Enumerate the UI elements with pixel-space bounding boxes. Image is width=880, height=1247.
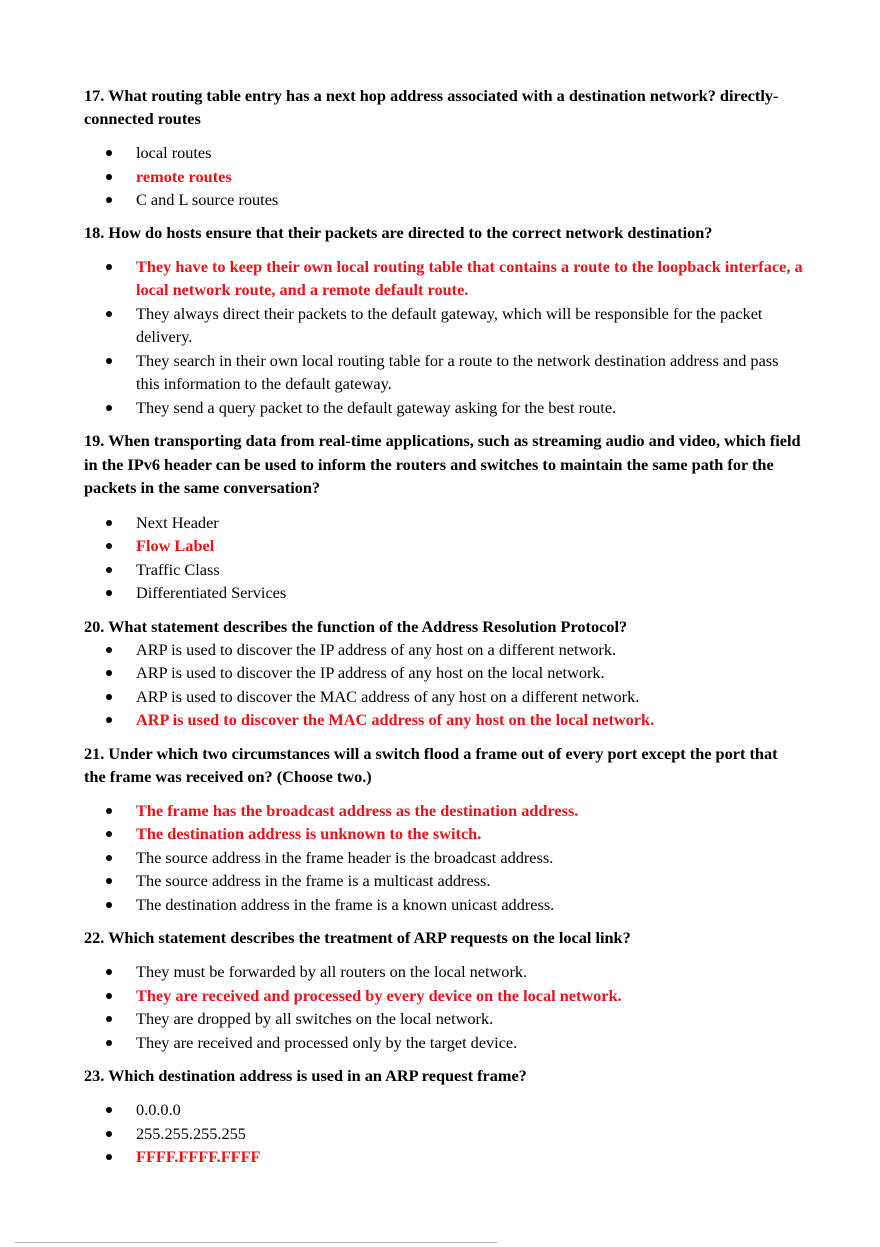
answer-item: Differentiated Services — [136, 581, 804, 605]
correct-answer-item: The destination address is unknown to the switch. — [136, 822, 804, 846]
answer-list — [84, 255, 804, 420]
question-19 — [84, 429, 804, 605]
question-title: 20. What statement describes the function of the Address Resolution Protocol? — [84, 616, 628, 636]
question-17 — [84, 84, 804, 212]
answer-list — [84, 799, 804, 917]
answer-list — [84, 960, 804, 1054]
answer-item: They always direct their packets to the default gateway, which will be responsible for the packet delivery. — [136, 302, 804, 349]
question-title: 17. What routing table entry has a next hop address associated with a destination network? directly-connected routes — [84, 86, 779, 128]
answer-item: They must be forwarded by all routers on the local network. — [136, 960, 804, 984]
answer-item: Next Header — [136, 511, 804, 535]
answer-item: ARP is used to discover the IP address of any host on the local network. — [136, 661, 804, 685]
answer-item: The source address in the frame header is the broadcast address. — [136, 846, 804, 870]
answer-list — [84, 141, 804, 212]
answer-item: 255.255.255.255 — [136, 1122, 804, 1146]
question-title: 19. When transporting data from real-time applications, such as streaming audio and video, which field in the IPv6 header can be used to inform the routers and switches to maintain the same path for the packets in the same conversation? — [84, 431, 801, 497]
correct-answer-item: They are received and processed by every device on the local network. — [136, 984, 804, 1008]
answer-item: They are received and processed only by the target device. — [136, 1031, 804, 1055]
question-20 — [84, 615, 804, 732]
answer-item: Traffic Class — [136, 558, 804, 582]
answer-item: They send a query packet to the default gateway asking for the best route. — [136, 396, 804, 420]
question-title: 22. Which statement describes the treatment of ARP requests on the local link? — [84, 928, 631, 947]
question-22 — [84, 926, 804, 1054]
question-21 — [84, 742, 804, 917]
correct-answer-item: ARP is used to discover the MAC address of any host on the local network. — [136, 708, 804, 732]
answer-item: local routes — [136, 141, 804, 165]
question-title: 18. How do hosts ensure that their packets are directed to the correct network destination? — [84, 222, 713, 242]
correct-answer-item: Flow Label — [136, 534, 804, 558]
answer-item: ARP is used to discover the MAC address of any host on a different network. — [136, 685, 804, 709]
question-23 — [84, 1064, 804, 1169]
answer-item: They search in their own local routing table for a route to the network destination address and pass this information to the default gateway. — [136, 349, 804, 396]
correct-answer-item: The frame has the broadcast address as the destination address. — [136, 799, 804, 823]
question-title: 21. Under which two circumstances will a switch flood a frame out of every port except the port that the frame was received on? (Choose two.) — [84, 743, 778, 786]
answer-item: The destination address in the frame is a known unicast address. — [136, 893, 804, 917]
footer-divider — [15, 1242, 497, 1243]
answer-item: The source address in the frame is a multicast address. — [136, 869, 804, 893]
question-18 — [84, 221, 804, 420]
answer-list — [84, 638, 804, 732]
correct-answer-item: They have to keep their own local routing table that contains a route to the loopback interface, a local network route, and a remote default route. — [136, 255, 804, 302]
correct-answer-item: FFFF.FFFF.FFFF — [136, 1145, 804, 1169]
answer-list — [84, 1098, 804, 1169]
answer-item: ARP is used to discover the IP address of any host on a different network. — [136, 638, 804, 662]
correct-answer-item: remote routes — [136, 165, 804, 189]
answer-item: They are dropped by all switches on the local network. — [136, 1007, 804, 1031]
question-title: 23. Which destination address is used in an ARP request frame? — [84, 1066, 527, 1085]
document-page — [84, 84, 804, 1169]
answer-item: C and L source routes — [136, 188, 804, 212]
answer-item: 0.0.0.0 — [136, 1098, 804, 1122]
answer-list — [84, 511, 804, 605]
